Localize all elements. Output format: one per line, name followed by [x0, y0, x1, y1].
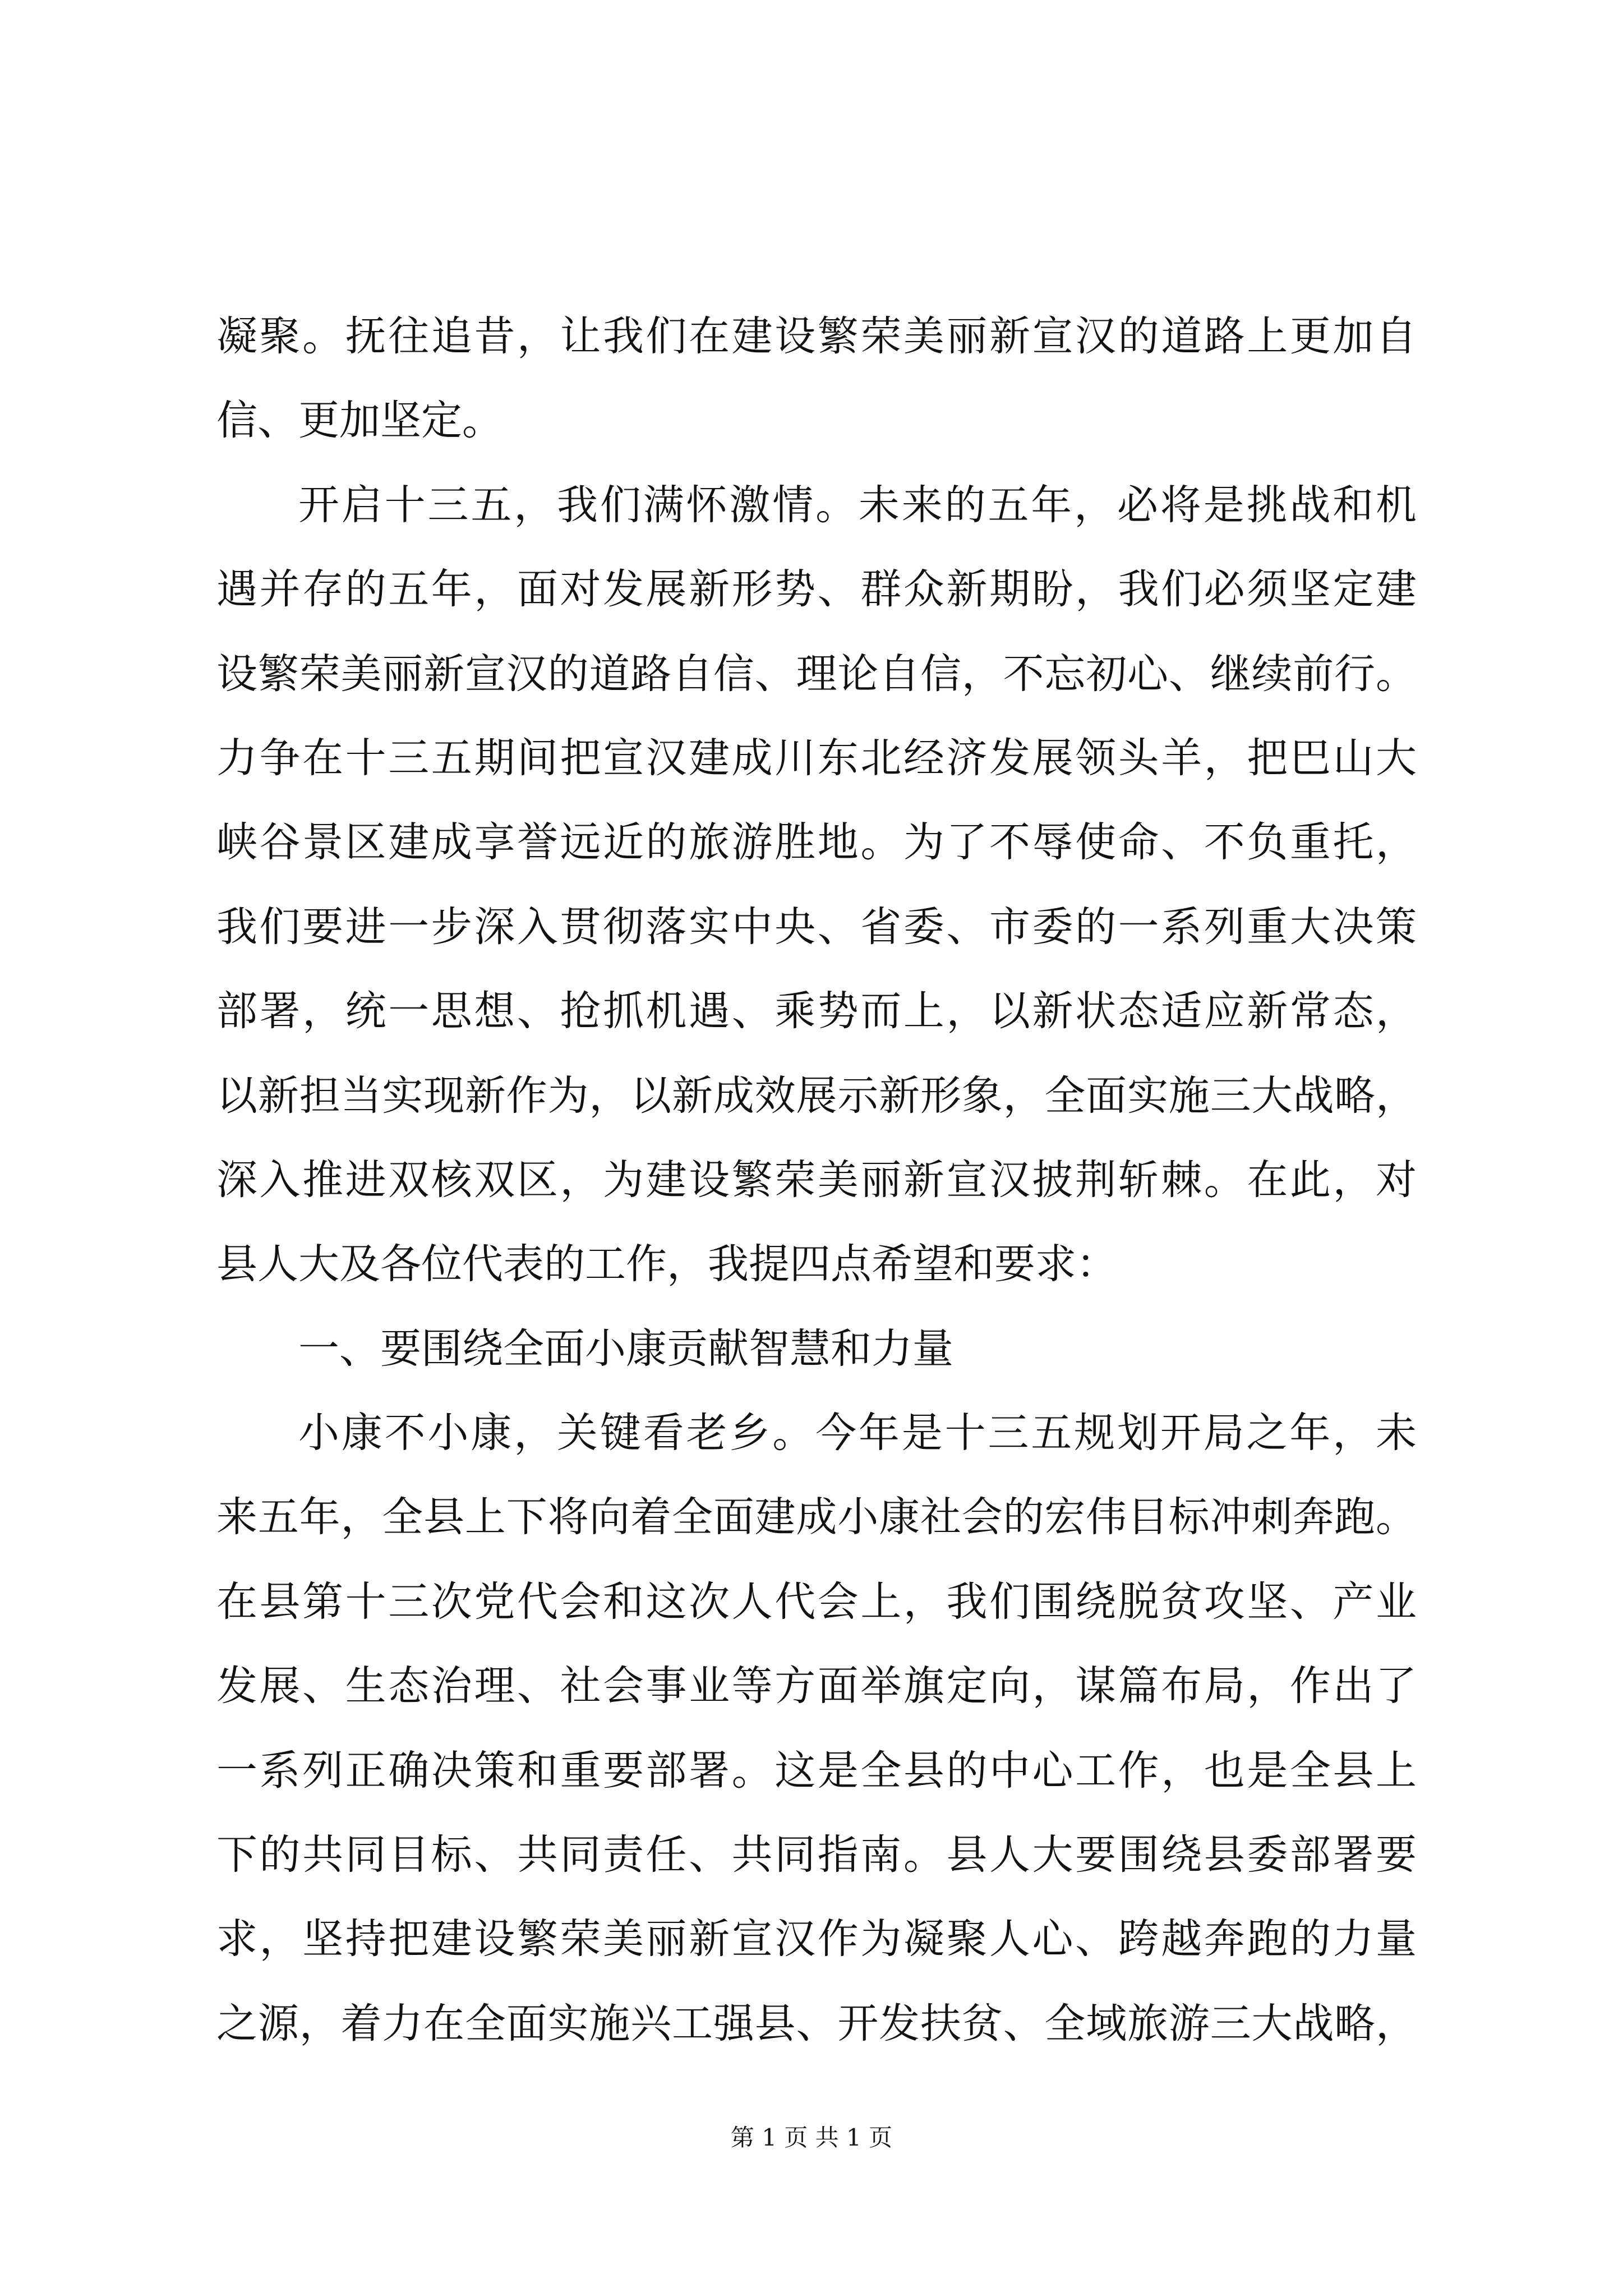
text-line: 部署，统一思想、抢抓机遇、乘势而上，以新状态适应新常态， — [216, 987, 1417, 1036]
text-line: 信、更加坚定。 — [216, 397, 503, 445]
text-line: 力争在十三五期间把宣汉建成川东北经济发展领头羊，把巴山大 — [216, 734, 1417, 782]
text-line: 深入推进双核双区，为建设繁荣美丽新宣汉披荆斩棘。在此，对 — [216, 1156, 1417, 1204]
page-number-indicator: 第 1 页 共 1 页 — [730, 2124, 893, 2151]
text-line: 下的共同目标、共同责任、共同指南。县人大要围绕县委部署要 — [216, 1831, 1417, 1879]
text-line: 求，坚持把建设繁荣美丽新宣汉作为凝聚人心、跨越奔跑的力量 — [216, 1915, 1417, 1963]
text-line: 以新担当实现新作为，以新成效展示新形象，全面实施三大战略， — [216, 1071, 1417, 1120]
text-line: 我们要进一步深入贯彻落实中央、省委、市委的一系列重大决策 — [216, 903, 1417, 951]
text-line: 在县第十三次党代会和这次人代会上，我们围绕脱贫攻坚、产业 — [216, 1577, 1417, 1626]
text-line: 之源，着力在全面实施兴工强县、开发扶贫、全域旅游三大战略， — [216, 1999, 1417, 2047]
section-heading — [216, 1307, 1417, 1391]
page-footer — [0, 2123, 1623, 2152]
section-heading-text: 一、要围绕全面小康贡献智慧和力量 — [298, 1324, 953, 1373]
text-line: 峡谷景区建成享誉远近的旅游胜地。为了不辱使命、不负重托， — [216, 818, 1417, 867]
text-line: 发展、生态治理、社会事业等方面举旗定向，谋篇布局，作出了 — [216, 1662, 1417, 1710]
paragraph — [216, 1391, 1417, 2066]
text-line: 来五年，全县上下将向着全面建成小康社会的宏伟目标冲刺奔跑。 — [216, 1493, 1417, 1542]
text-line: 设繁荣美丽新宣汉的道路自信、理论自信，不忘初心、继续前行。 — [216, 650, 1417, 698]
paragraph — [216, 295, 1417, 463]
paragraph — [216, 463, 1417, 1307]
document-body — [216, 295, 1417, 2066]
text-line: 县人大及各位代表的工作，我提四点希望和要求： — [216, 1240, 1117, 1289]
text-line: 开启十三五，我们满怀激情。未来的五年，必将是挑战和机 — [298, 481, 1417, 529]
text-line: 小康不小康，关键看老乡。今年是十三五规划开局之年，未 — [298, 1409, 1417, 1457]
text-line: 一系列正确决策和重要部署。这是全县的中心工作，也是全县上 — [216, 1746, 1417, 1795]
text-line: 凝聚。抚往追昔，让我们在建设繁荣美丽新宣汉的道路上更加自 — [216, 312, 1417, 360]
text-line: 遇并存的五年，面对发展新形势、群众新期盼，我们必须坚定建 — [216, 565, 1417, 614]
